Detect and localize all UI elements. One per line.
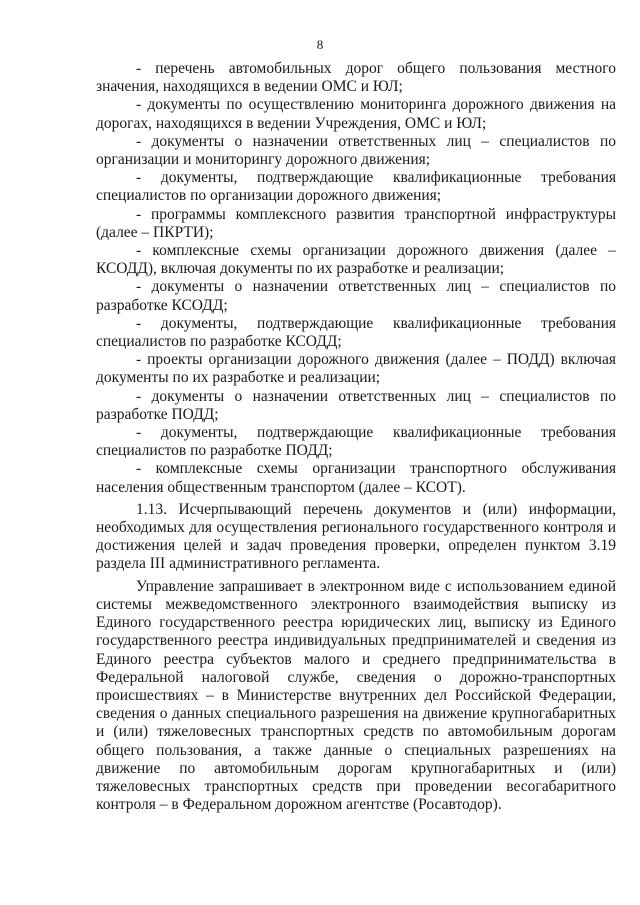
section-paragraph-1-13: 1.13. Исчерпывающий перечень документов и (или) информации, необходимых для осуществления регионального государственного контроля и достижения целей и задач проведения проверки, определен пунктом 3.19 раздела III административного регламента. — [96, 500, 616, 573]
paragraph: - документы по осуществлению мониторинга дорожного движения на дорогах, находящихся в ведении Учреждения, ОМС и ЮЛ; — [96, 96, 616, 132]
paragraph: - документы о назначении ответственных лиц – специалистов по разработке КСОДД; — [96, 278, 616, 314]
paragraph: - документы, подтверждающие квалификационные требования специалистов по организации дорожного движения; — [96, 169, 616, 205]
paragraph: - документы, подтверждающие квалификационные требования специалистов по разработке КСОДД; — [96, 314, 616, 351]
paragraph: - документы, подтверждающие квалификационные требования специалистов по разработке ПОДД; — [96, 424, 616, 460]
paragraph: - документы о назначении ответственных лиц – специалистов по разработке ПОДД; — [96, 387, 616, 423]
paragraph: - проекты организации дорожного движения (далее – ПОДД) включая документы по их разработке и реализации; — [96, 351, 616, 387]
paragraph: - программы комплексного развития транспортной инфраструктуры (далее – ПКРТИ); — [96, 205, 616, 241]
page-number: 8 — [316, 37, 324, 52]
paragraph: - перечень автомобильных дорог общего пользования местного значения, находящихся в ведении ОМС и ЮЛ; — [96, 60, 616, 96]
paragraph: - комплексные схемы организации дорожного движения (далее – КСОДД), включая документы по их разработке и реализации; — [96, 242, 616, 278]
paragraph: Управление запрашивает в электронном виде с использованием единой системы межведомственного электронного взаимодействия выписку из Единого государственного реестра юридических лиц, выписку из Единого государственного реестра индивидуальных предпринимателей и сведения из Единого реестра субъектов малого и среднего предпринимательства в Федеральной налоговой службе, сведения о дорожно-транспортных происшествиях – в Министерстве внутренних дел Российской Федерации, сведения о данных специального разрешения на движение крупногабаритных и (или) тяжеловесных транспортных средств по автомобильным дорогам общего пользования, а также данные о специальных разрешениях на движение по автомобильным дорогам крупногабаритных и (или) тяжеловесных транспортных средств при проведении весогабаритного контроля – в Федеральном дорожном агентстве (Росавтодор). — [96, 577, 616, 814]
document-body — [96, 60, 616, 814]
paragraph: - комплексные схемы организации транспортного обслуживания населения общественным транспортом (далее – КСОТ). — [96, 460, 616, 496]
paragraph: - документы о назначении ответственных лиц – специалистов по организации и мониторингу дорожного движения; — [96, 132, 616, 169]
